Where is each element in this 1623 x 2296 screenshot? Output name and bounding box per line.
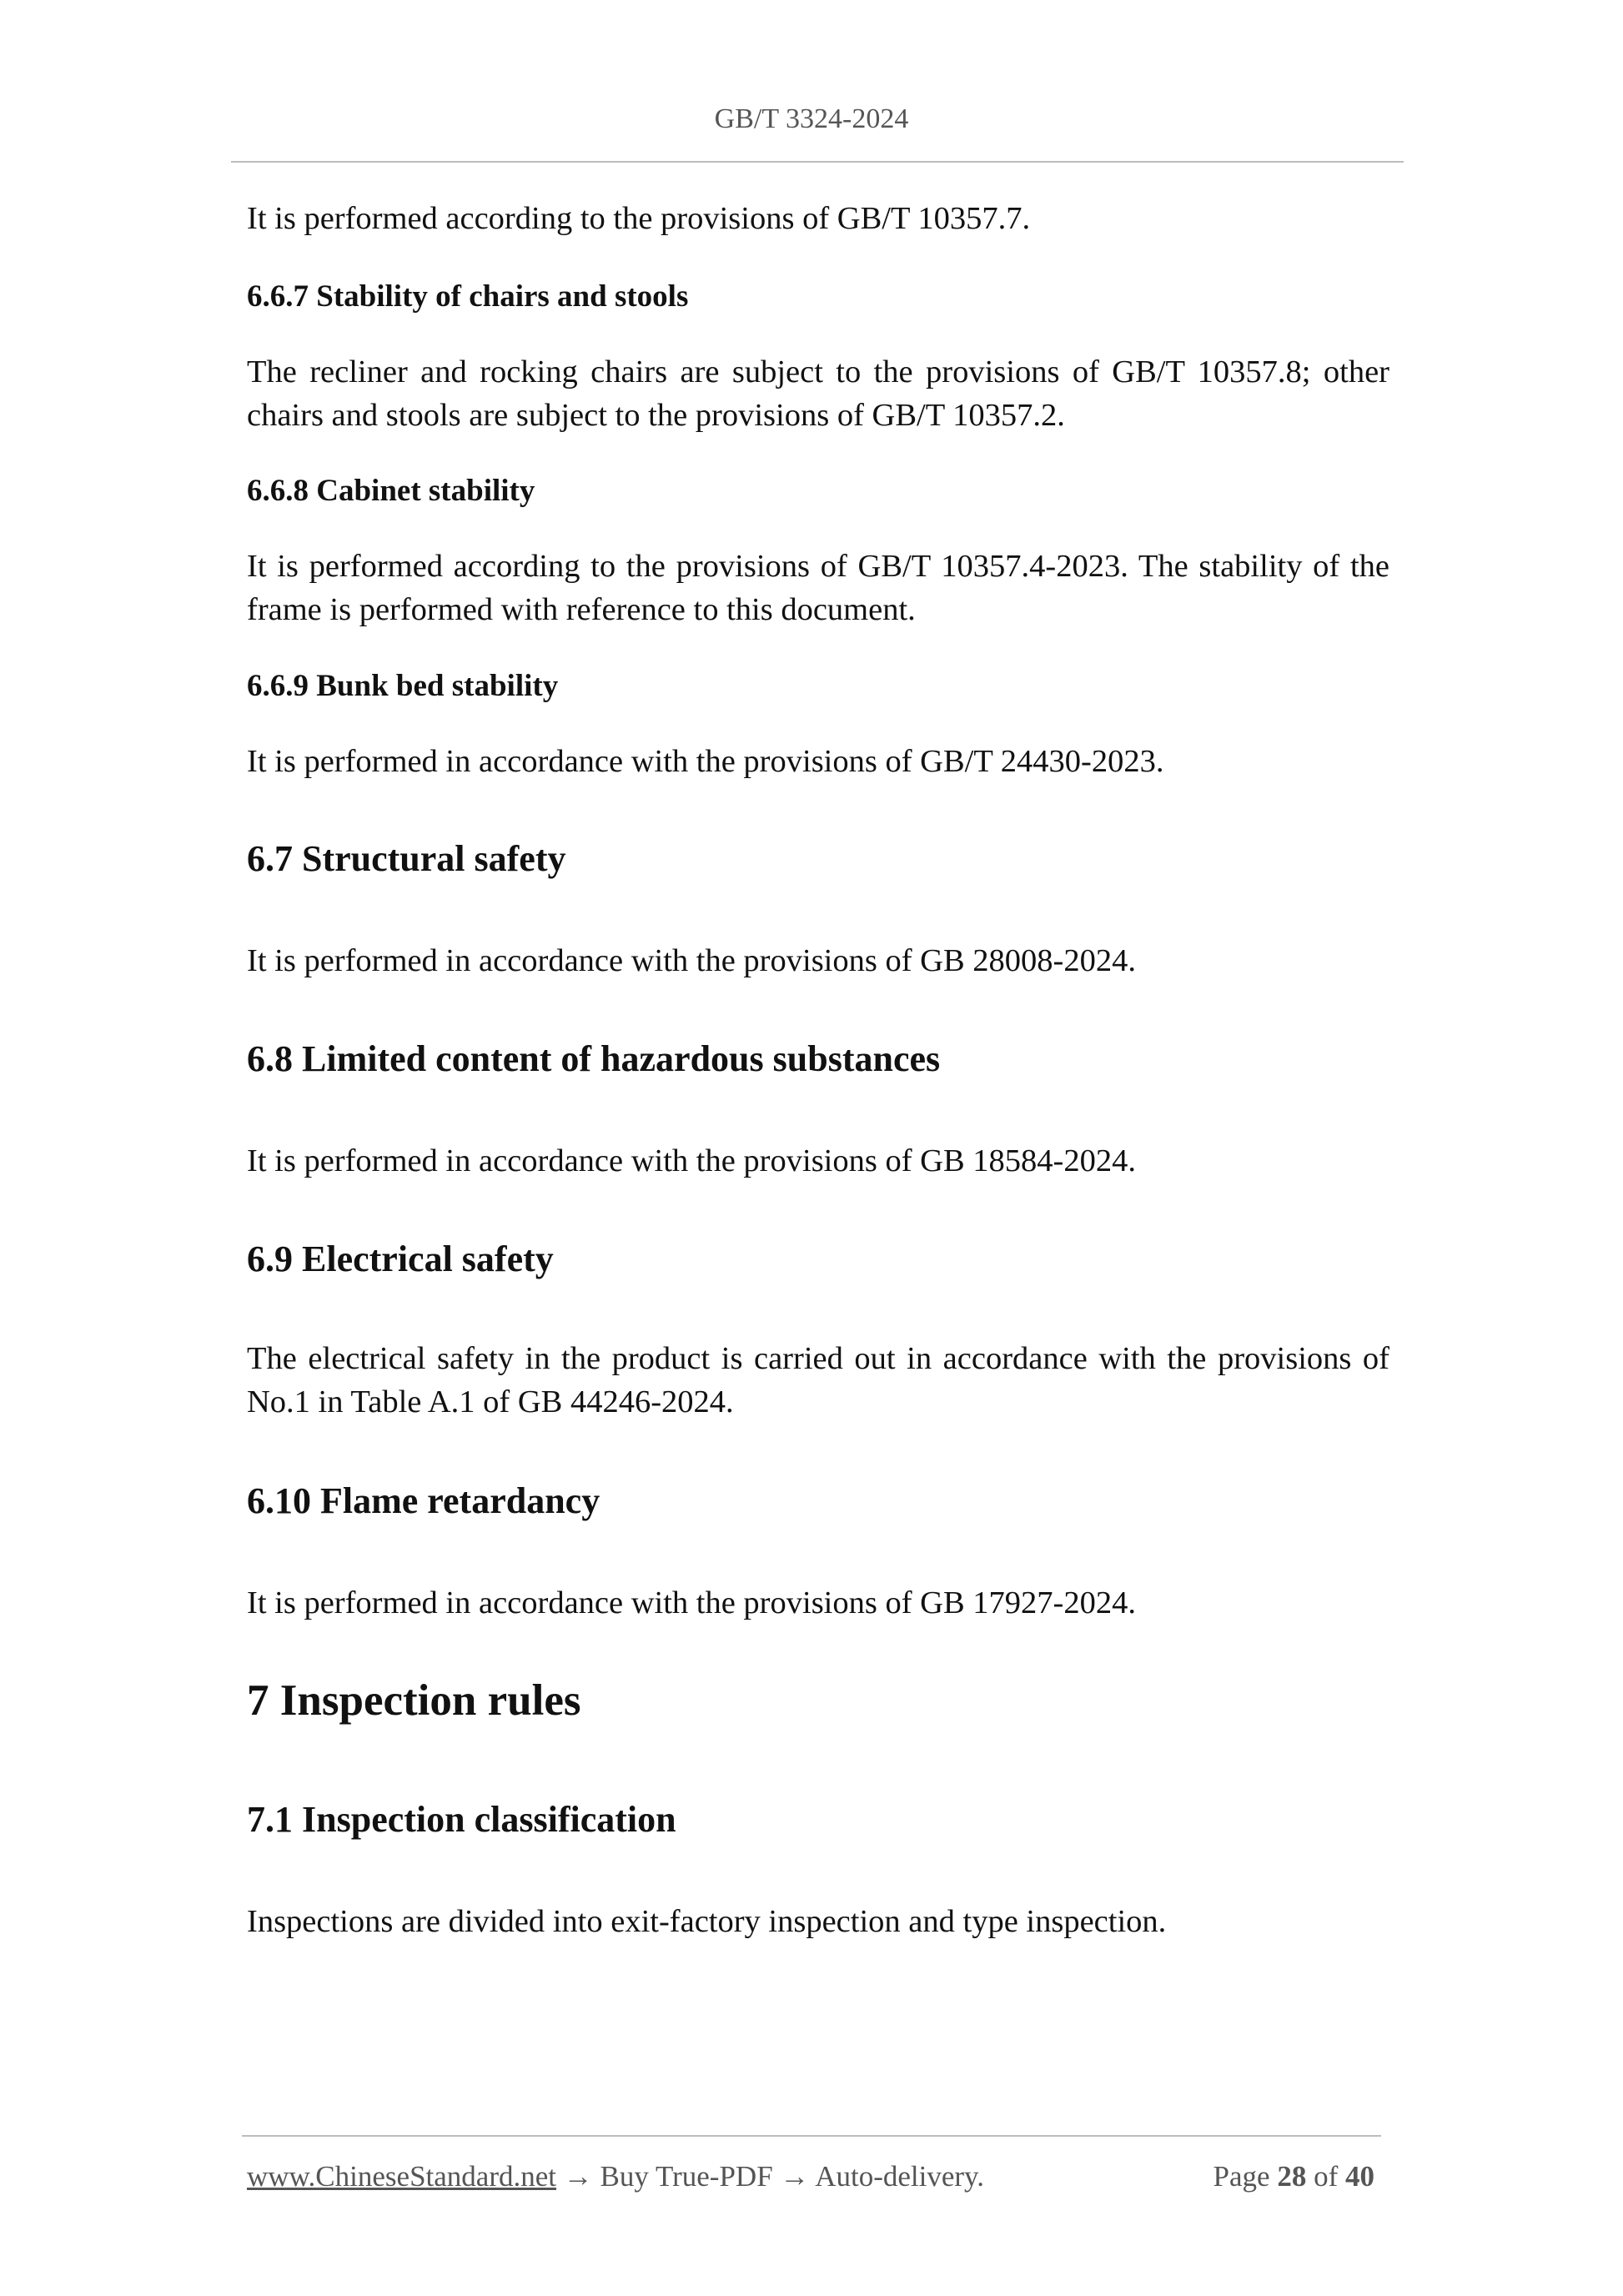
heading-6-8: 6.8 Limited content of hazardous substances — [247, 1038, 941, 1079]
page-number: 28 — [1277, 2160, 1307, 2193]
footer-promo-text: → Buy True-PDF → Auto-delivery. — [556, 2160, 985, 2193]
paragraph-6-6-7: The recliner and rocking chairs are subject to the provisions of GB/T 10357.8; other chairs and stools are subject to the provisions of GB/T 10357.2. — [247, 354, 1389, 433]
page-total: 40 — [1345, 2160, 1374, 2193]
of-label: of — [1314, 2160, 1339, 2193]
paragraph-6-10: It is performed in accordance with the provisions of GB 17927-2024. — [247, 1585, 1136, 1620]
header-divider — [231, 161, 1404, 163]
heading-6-7: 6.7 Structural safety — [247, 838, 566, 879]
paragraph-6-9: The electrical safety in the product is carried out in accordance with the provisions of No.1 in Table A.1 of GB 44246-2024. — [247, 1341, 1389, 1419]
paragraph-intro: It is performed according to the provisions of GB/T 10357.7. — [247, 201, 1031, 236]
paragraph-6-7: It is performed in accordance with the provisions of GB 28008-2024. — [247, 943, 1136, 978]
heading-6-6-9: 6.6.9 Bunk bed stability — [247, 669, 559, 703]
heading-6-6-7: 6.6.7 Stability of chairs and stools — [247, 279, 689, 314]
page-label: Page — [1213, 2160, 1270, 2193]
footer-divider — [242, 2135, 1381, 2137]
heading-6-10: 6.10 Flame retardancy — [247, 1480, 600, 1521]
paragraph-6-6-9: It is performed in accordance with the provisions of GB/T 24430-2023. — [247, 744, 1164, 779]
document-header-title: GB/T 3324-2024 — [714, 103, 909, 134]
paragraph-7-1: Inspections are divided into exit-factory inspection and type inspection. — [247, 1904, 1167, 1939]
heading-6-9: 6.9 Electrical safety — [247, 1238, 554, 1279]
website-link[interactable]: www.ChineseStandard.net — [247, 2160, 556, 2193]
heading-7: 7 Inspection rules — [247, 1676, 581, 1725]
heading-7-1: 7.1 Inspection classification — [247, 1799, 676, 1840]
footer-promo — [247, 2158, 984, 2196]
page-counter — [1213, 2158, 1374, 2196]
paragraph-6-8: It is performed in accordance with the provisions of GB 18584-2024. — [247, 1143, 1136, 1178]
heading-6-6-8: 6.6.8 Cabinet stability — [247, 474, 535, 508]
paragraph-6-6-8: It is performed according to the provisions of GB/T 10357.4-2023. The stability of the frame is performed with reference to this document. — [247, 549, 1389, 627]
